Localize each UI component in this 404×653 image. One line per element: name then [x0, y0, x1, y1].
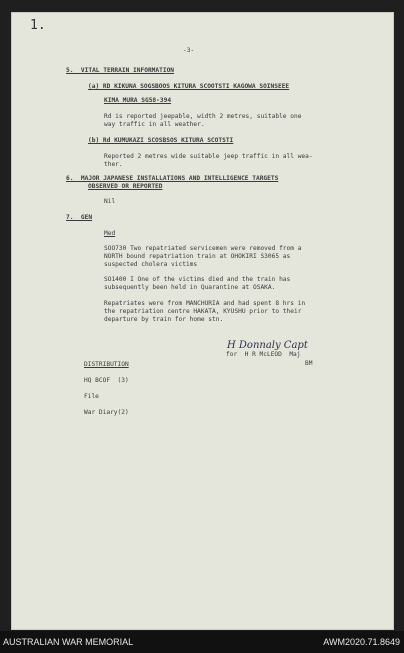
distribution-item-2: File — [84, 393, 99, 400]
handwritten-signature: H Donnaly Capt — [227, 340, 308, 351]
corner-mark: 1. — [30, 18, 46, 33]
page-number: -3- — [183, 47, 195, 54]
med-subheading: Med — [104, 230, 116, 237]
section-5-heading: 5. VITAL TERRAIN INFORMATION — [66, 67, 175, 74]
med-para-1-line-3: suspected cholera victims — [104, 261, 198, 268]
section-6-nil: Nil — [104, 198, 116, 205]
section-5a-text-2: way traffic in all weather. — [104, 121, 205, 128]
section-6-heading-2: OBSERVED OR REPORTED — [88, 183, 163, 190]
distribution-item-1: HQ BCOF (3) — [84, 377, 129, 384]
footer-accession-number: AWM2020.71.8649 — [323, 637, 400, 647]
section-5a-text-1: Rd is reported jeepable, width 2 metres, suitable one — [104, 113, 302, 120]
med-para-2-line-2: subsequently been held in Quarantine at OSAKA. — [104, 284, 276, 291]
med-para-3-line-3: departure by train for home stn. — [104, 316, 224, 323]
footer-bar — [0, 631, 404, 653]
footer-institution: AUSTRALIAN WAR MEMORIAL — [3, 637, 134, 647]
med-para-3-line-2: the repatriation centre HAKATA, KYUSHU prior to their — [104, 308, 302, 315]
med-para-1-line-2: NORTH bound repatriation train at OHOKIRI S3065 as — [104, 253, 291, 260]
section-7-heading: 7. GEN — [66, 214, 93, 221]
section-5b-heading: (b) Rd KUMUKAZI SCOSBSOS KITURA SCOTSTI — [88, 137, 234, 144]
distribution-item-3: War Diary(2) — [84, 409, 129, 416]
med-para-3-line-1: Repatriates were from MANCHURIA and had spent 8 hrs in — [104, 300, 306, 307]
signature-for-line: for H R McLEOD Maj — [226, 351, 301, 358]
med-para-1-line-1: SOO730 Two repatriated servicemen were removed from a — [104, 245, 302, 252]
section-6-heading-1: 6. MAJOR JAPANESE INSTALLATIONS AND INTELLIGENCE TARGETS — [66, 175, 279, 182]
section-5a-heading: (a) RD KIKUNA SOGSBOOS KITURA SCOOTSTI KAGOWA SOINSEEE — [88, 83, 290, 90]
distribution-heading: DISTRIBUTION — [84, 361, 129, 368]
med-para-2-line-1: SO1400 I One of the victims died and the train has — [104, 276, 291, 283]
section-5a-ref: KIMA MURA SG58-394 — [104, 97, 172, 104]
signature-bm: BM — [305, 360, 313, 367]
section-5b-text-2: ther. — [104, 161, 123, 168]
section-5b-text-1: Reported 2 metres wide suitable jeep traffic in all wea- — [104, 153, 313, 160]
